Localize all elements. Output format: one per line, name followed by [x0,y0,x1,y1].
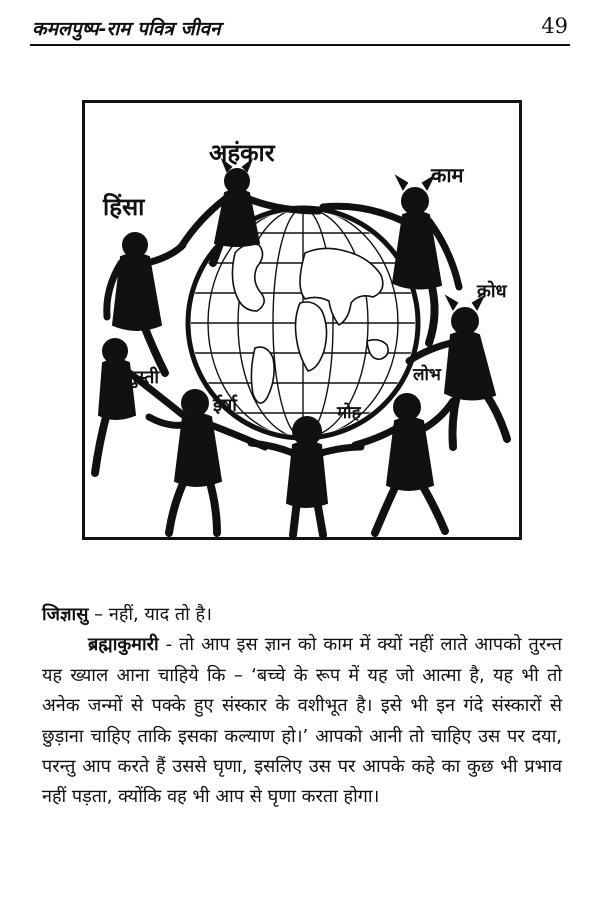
speaker-dash: - [158,634,180,656]
dialogue-line-jigyasu [42,600,562,630]
label-irshya: ईर्षा [213,395,237,416]
speech-text: तो आप इस ज्ञान को काम में क्यों नहीं लाते आपको तुरन्त यह ख्याल आना चाहिये कि – ‘बच्चे के रूप में यह जो आत्मा है, यह भी तो अनेक जन्मों से पक्के हुए संस्कार के वशीभूत है। इसे भी इन गंदे संस्कारों से छुड़ाना चाहिए ताकि इसका कल्याण हो।’ आपको आनी तो चाहिए उस पर दया, परन्तु आप करते हैं उससे घृणा, इसलिए उस पर आपके कहे का कुछ भी प्रभाव नहीं पड़ता, क्योंकि वह भी आप से घृणा करता होगा। [42,634,562,808]
page-header [30,12,570,46]
speaker-name: ब्रह्माकुमारी [88,634,159,656]
speaker-name: जिज्ञासु [42,604,89,625]
speech-text: नहीं, याद तो है। [108,604,212,625]
label-ahankar: अहंकार [209,139,275,167]
illustration-frame [82,100,522,540]
page-number: 49 [541,14,568,38]
label-hinsa: हिंसा [103,193,145,221]
label-lobh: लोभ [413,365,441,385]
speaker-dash: – [88,604,109,625]
dialogue-line-brahmakumari [42,630,562,812]
dialogue-text [42,600,562,813]
label-susti: सुस्ती [125,367,160,388]
label-moh: मोह [337,403,361,423]
running-title: कमलपुष्प-राम पवित्र जीवन [32,18,221,40]
label-krodh: क्रोध [477,281,507,302]
label-kaam: काम [431,163,464,187]
